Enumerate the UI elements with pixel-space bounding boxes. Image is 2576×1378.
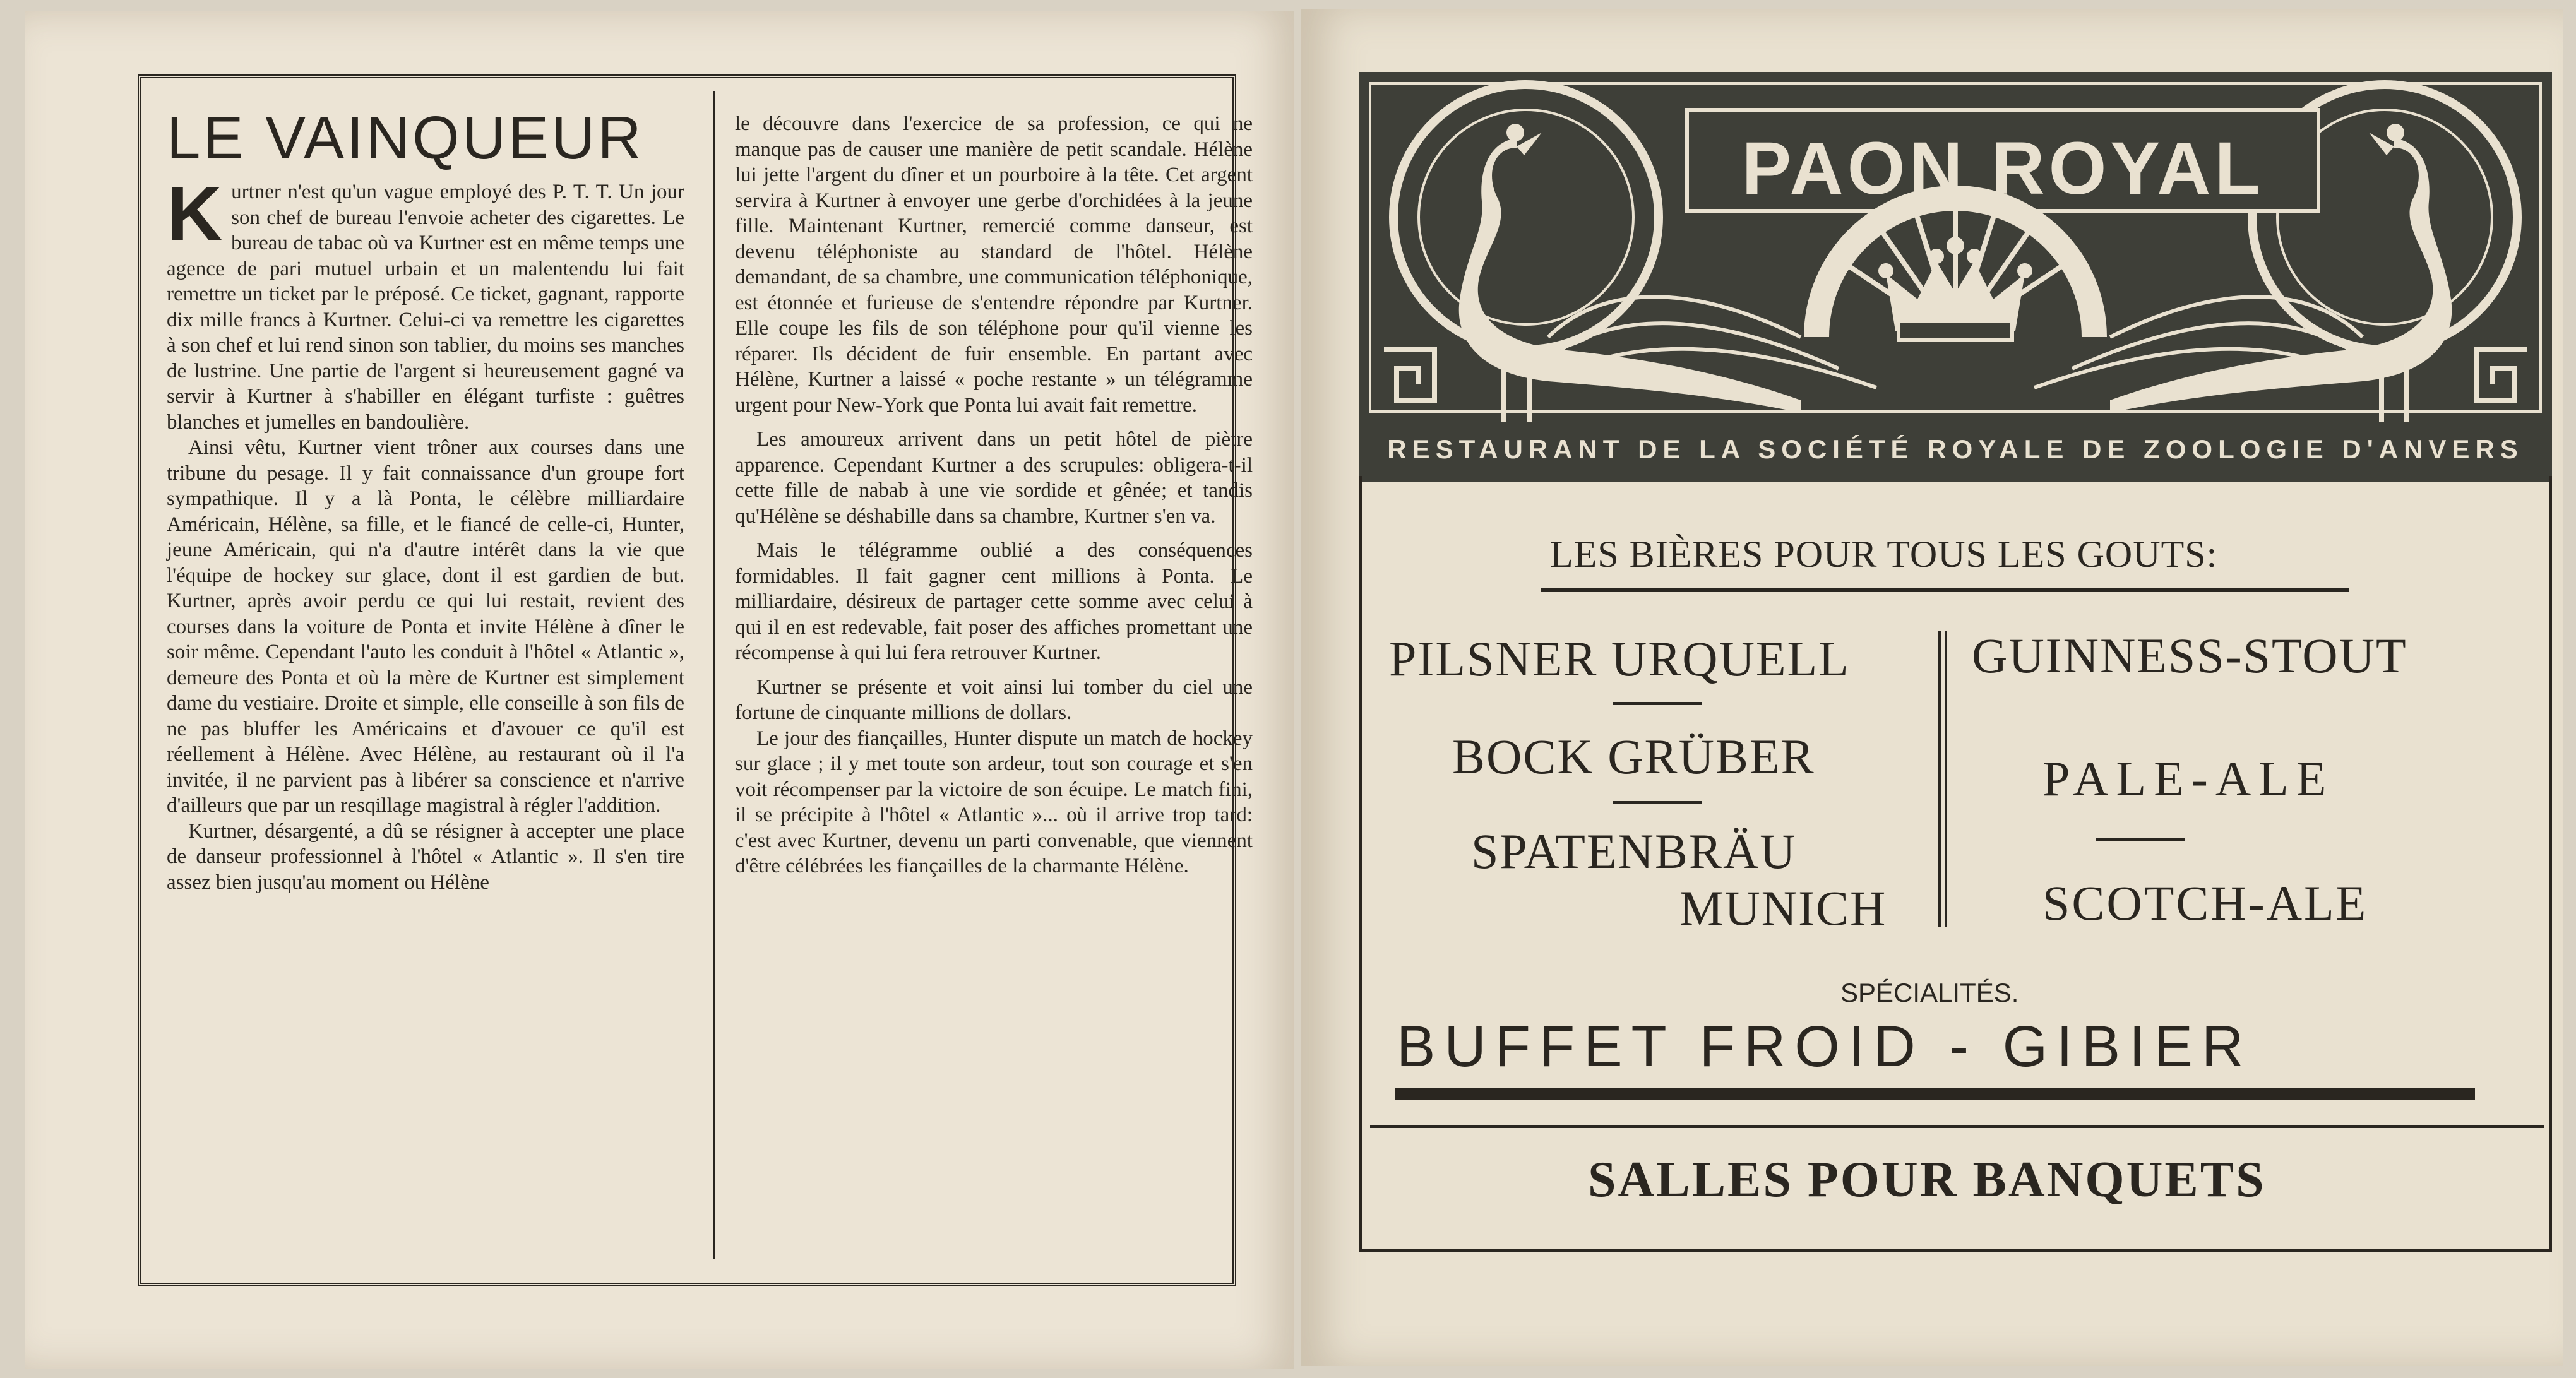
article-column-2 [735, 111, 1253, 879]
paon-royal-banner [1359, 72, 2552, 482]
article-paragraph: Ainsi vêtu, Kurtner vient trôner aux courses dans une tribune du pesage. Il y fait connaissance d'un groupe fort sympathique. Il y a là Ponta, le célèbre milliardaire Américain, Hélène, sa fille, et le fiancé de celle-ci, Hunter, jeune Américain, qui n'a d'autre intérêt dans la vie que l'équipe de hockey sur glace, dont il est gardien de but. Kurtner, après avoir perdu ce qui lui restait, revient des courses dans la voiture de Ponta et invite Hélène à dîner le soir même. Cependant l'auto les conduit à l'hôtel « Atlantic », demeure des Ponta et où la mère de Kurtner est simplement dame du vestiaire. Droite et simple, elle conseille à son fils de ne pas bluffer les Américains et d'avouer ce qu'il est réellement à Hélène. Avec Hélène, au restaurant où il l'a invitée, il ne parvient pas à libérer sa conscience et n'arrive d'ailleurs que par un resqillage magistral à régler l'addition. [167, 436, 684, 817]
beer-spatenbrau: SPATENBRÄU [1471, 824, 1797, 879]
beer-separator [1613, 702, 1702, 705]
article-paragraph: Le jour des fiançailles, Hunter dispute un match de hockey sur glace ; il y met toute son ardeur, tout son courage et s'en voit récompenser par la victoire de son écuipe. Le match fini, il se précipite à l'hôtel « Atlantic »... où il arrive trop tard: c'est avec Kurtner, devenu un parti convenable, que viennent d'être célébrées les fiançailles de la charmante Hélène. [735, 727, 1253, 877]
heading-underline [1541, 588, 2349, 592]
brand-subtitle: RESTAURANT DE LA SOCIÉTÉ ROYALE DE ZOOLOGIE D'ANVERS [1387, 434, 2524, 464]
article-paragraph: Kurtner se présente et voit ainsi lui tomber du ciel une fortune de cinquante millions de dollars. [735, 675, 1253, 724]
right-page [1301, 9, 2563, 1366]
column-divider [713, 91, 715, 1259]
article-title: LE VAINQUEUR [167, 104, 644, 172]
beers-heading: LES BIÈRES POUR TOUS LES GOUTS: [1550, 533, 2218, 575]
specialites-underline [1395, 1088, 2475, 1100]
article-paragraph: Kurtner n'est qu'un vague employé des P. T. T. Un jour son chef de bureau l'envoie acheter des cigarettes. Le bureau de tabac où va Kurtner est en même temps une agence de pari mutuel urbain et un malentendu lui fait remettre un ticket par le préposé. Ce ticket, gagnant, rapporte dix mille francs à Kurtner. Celui-ci va remettre les cigarettes à son chef et lui rend sinon son tablier, du moins ses manches de lustrine. Une partie de l'argent si heureusement gagné va servir à Kurtner à s'habiller en élégant turfiste : guêtres blanches et jumelles en bandoulière. [167, 170, 684, 434]
article-paragraph: Les amoureux arrivent dans un petit hôtel de piètre apparence. Cependant Kurtner a des scrupules: obligera-t-il cette fille de nabab à une vie sordide et gênée; et tandis qu'Hélène se déshabille dans sa chambre, Kurtner s'en va. [735, 428, 1253, 528]
beer-column-divider [1938, 631, 1941, 927]
beer-separator [2096, 838, 2185, 841]
article-column-1 [167, 104, 684, 895]
banquets-text: SALLES POUR BANQUETS [1588, 1152, 2266, 1208]
specialites-text: BUFFET FROID - GIBIER [1397, 1014, 2253, 1079]
beer-pilsner-urquell: PILSNER URQUELL [1389, 631, 1850, 686]
article-paragraph: le découvre dans l'exercice de sa profession, ce qui ne manque pas de causer une manière de petit scandale. Hélène lui jette l'argent du dîner et un pourboire à la tête. Cet argent servira à Kurtner à envoyer une gerbe d'orchidées à la jeune fille. Maintenant Kurtner, remercié comme danseur, est devenu téléphoniste au standard de l'hôtel. Hélène demandant, de sa chambre, une communication téléphonique, est étonnée et furieuse de s'entendre répondre par Kurtner. Elle coupe les fils de son téléphone pour qu'il vienne les réparer. Ils décident de fuir ensemble. En partant avec Hélène, Kurtner a laissé « poche restante » un télégramme urgent pour New-York que Ponta lui avait fait remettre. [735, 112, 1253, 417]
banquets-rule [1370, 1125, 2544, 1128]
beer-column-divider [1945, 631, 1947, 927]
beer-pale-ale: PALE-ALE [2042, 751, 2334, 806]
beer-guinness-stout: GUINNESS-STOUT [1972, 628, 2407, 683]
article-frame [138, 74, 1253, 1286]
article-paragraph: Mais le télégramme oublié a des conséquences formidables. Il fait gagner cent millions à Ponta. Le milliardaire, désireux de partager cette somme avec celui à qui il en est redevable, fait poser des affiches promettant une récompense à qui lui fera retrouver Kurtner. [735, 539, 1253, 664]
beer-munich: MUNICH [1679, 881, 1887, 935]
specialites-label: SPÉCIALITÉS. [1840, 978, 2019, 1007]
article-paragraph: Kurtner, désargenté, a dû se résigner à accepter une place de danseur professionnel à l'hôtel « Atlantic ». Il s'en tire assez bien jusqu'au moment ou Hélène [167, 819, 684, 894]
beer-separator [1613, 801, 1702, 804]
brand-title: PAON ROYAL [1741, 127, 2264, 210]
beer-bock-gruber: BOCK GRÜBER [1452, 729, 1815, 784]
left-page [25, 11, 1294, 1369]
beer-scotch-ale: SCOTCH-ALE [2042, 876, 2368, 930]
drop-cap: K [167, 170, 223, 256]
